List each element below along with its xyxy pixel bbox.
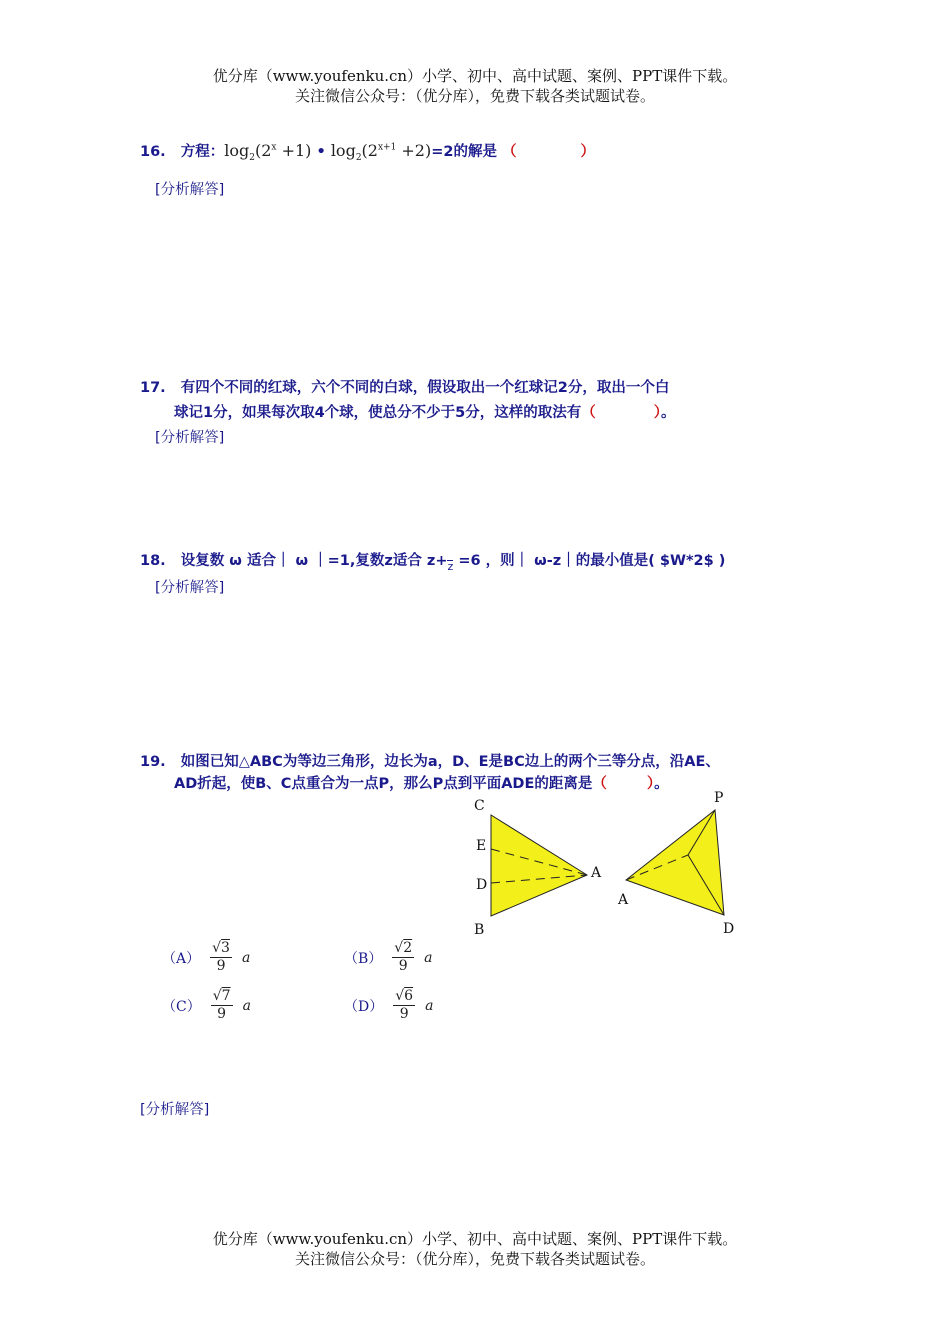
option-label: （C）: [162, 998, 201, 1015]
header-line-2: 关注微信公众号：（优分库），免费下载各类试题试卷。: [294, 87, 655, 105]
option-fraction: $\frac{√7}{9}$: [212, 988, 231, 1022]
analysis-label-16: [分析解答]: [155, 182, 225, 198]
question-number: 17.: [140, 380, 166, 396]
analysis-label-17: [分析解答]: [155, 430, 225, 446]
analysis-label-19: [分析解答]: [140, 1102, 210, 1118]
question-line-1: 如图已知△ABC为等边三角形，边长为a，D、E是BC边上的两个三等分点，沿AE、: [180, 754, 720, 770]
tetrahedron: [626, 810, 724, 915]
question-suffix: =2的解是: [431, 144, 497, 160]
page-footer: [0, 1229, 950, 1269]
label-p: P: [714, 790, 724, 806]
question-number: 18.: [140, 553, 166, 569]
equation: $\log_2(2^x +1)$: [224, 141, 312, 164]
question-17-line-2: 球记1分，如果每次取4个球，使总分不少于5分，这样的取法有（ ）。: [174, 405, 676, 421]
option-label: （A）: [162, 950, 201, 967]
question-prefix: 方程：: [180, 144, 225, 160]
label-d: D: [476, 877, 488, 893]
question-number: 19.: [140, 754, 166, 770]
equation-part-2: $\log_2(2^{x+1} +2)$: [330, 141, 432, 164]
footer-line-1: 优分库（www.youfenku.cn）小学、初中、高中试题、案例、PPT课件下载。: [212, 1230, 738, 1248]
question-18: 18. 设复数 ω 适合｜ ω ｜=1,复数z适合 z+z =6 ，则｜ ω-z｜的最小值是( $W*2$ ): [140, 553, 726, 573]
triangle-figure: [460, 788, 760, 938]
analysis-label-18: [分析解答]: [155, 580, 225, 596]
header-line-1: 优分库（www.youfenku.cn）小学、初中、高中试题、案例、PPT课件下载。: [212, 67, 738, 85]
answer-blank: （ ）: [502, 144, 596, 160]
label-c: C: [474, 798, 485, 814]
question-16: [140, 140, 595, 163]
flat-triangle-abc: [491, 815, 587, 916]
z-conjugate: z: [447, 560, 454, 573]
option-a[interactable]: （A） $\frac{√3}{9}$ a: [162, 940, 251, 974]
footer-line-2: 关注微信公众号：（优分库），免费下载各类试题试卷。: [294, 1250, 655, 1268]
label-d-right: D: [723, 921, 735, 937]
answer-placeholder: $W*2$: [654, 553, 719, 569]
question-17: [140, 376, 669, 397]
answer-blank: （ ）: [592, 776, 655, 792]
option-fraction: $\frac{√3}{9}$: [212, 940, 230, 974]
question-19-line-2: AD折起，使B、C点重合为一点P，那么P点到平面ADE的距离是（ ）。: [174, 776, 669, 792]
option-fraction: $\frac{√2}{9}$: [394, 940, 413, 974]
label-b: B: [474, 922, 485, 938]
page-header: [0, 66, 950, 106]
question-number: 16.: [140, 144, 166, 160]
option-b[interactable]: （B） $\frac{√2}{9}$ a: [344, 940, 433, 974]
answer-blank: （ ）: [581, 405, 662, 421]
label-e: E: [476, 838, 487, 854]
question-19: [140, 750, 720, 771]
question-text-b: =6 ，则｜ ω-z｜的最小值是(: [453, 553, 655, 569]
product-dot: •: [316, 144, 326, 160]
option-d[interactable]: （D） $\frac{√6}{9}$ a: [344, 988, 434, 1022]
option-fraction: $\frac{√6}{9}$: [395, 988, 414, 1022]
label-a-left: A: [591, 865, 602, 881]
option-label: （B）: [344, 950, 383, 967]
option-c[interactable]: （C） $\frac{√7}{9}$ a: [162, 988, 251, 1022]
question-text-a: 设复数 ω 适合｜ ω ｜=1,复数z适合 z+: [180, 553, 448, 569]
label-a-right: A: [618, 892, 629, 908]
question-line-1: 有四个不同的红球，六个不同的白球，假设取出一个红球记2分，取出一个白: [180, 380, 670, 396]
option-label: （D）: [344, 998, 384, 1015]
